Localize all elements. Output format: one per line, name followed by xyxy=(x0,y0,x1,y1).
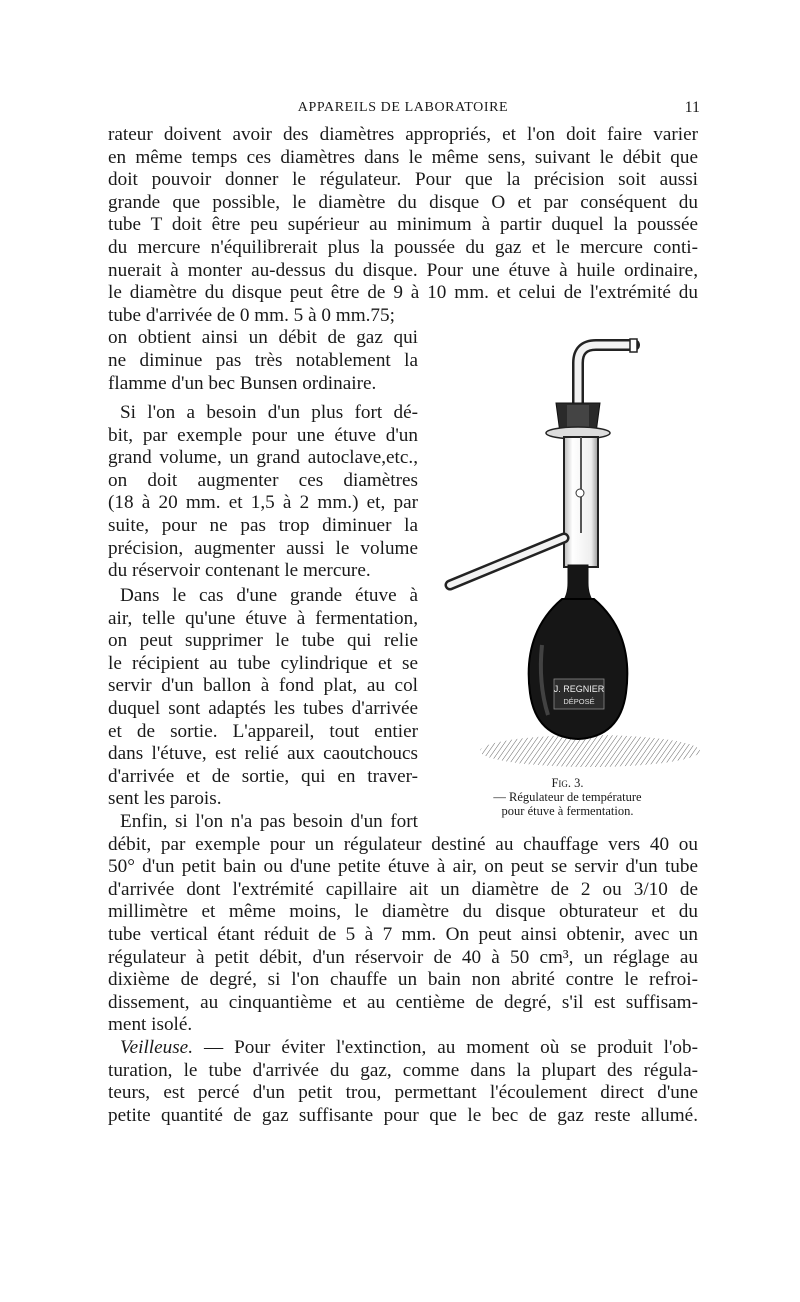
text-line xyxy=(108,1037,698,1060)
running-title: APPAREILS DE LABORATOIRE xyxy=(297,100,509,115)
text-line: dissement, au cinquantième et au centième de degré, s'il est suffisam- xyxy=(108,991,698,1013)
text-line: 50° d'un petit bain ou d'une petite étuve à air, on peut se servir d'un tube xyxy=(108,856,698,878)
text-line: du réservoir contenant le mercure. xyxy=(108,560,371,582)
text-line: tube T doit être peu supérieur au minimum à partir duquel la poussée xyxy=(108,214,698,236)
text-line: tube vertical étant réduit de 5 à 7 mm. On peut ainsi obtenir, avec un xyxy=(108,923,698,945)
text-line: régulateur à petit débit, d'un réservoir de 40 à 50 cm³, un réglage au xyxy=(108,946,698,968)
text-line: air, telle qu'une étuve à fermentation, xyxy=(108,607,418,629)
text-line: débit, par exemple pour un régulateur destiné au chauffage vers 40 ou xyxy=(108,833,698,855)
text-line: doit pouvoir donner le régulateur. Pour que la précision soit aussi xyxy=(108,169,698,191)
text-line: suite, pour ne pas trop diminuer la xyxy=(108,514,418,536)
text-line: Dans le cas d'une grande étuve à xyxy=(120,585,418,606)
regulator-flask-drawing xyxy=(430,333,710,773)
text-line: on obtient ainsi un débit de gaz qui xyxy=(108,327,418,349)
ground-shadow xyxy=(480,735,700,767)
running-header xyxy=(108,100,698,120)
text-line: d'arrivée et de sortie, qui en traver- xyxy=(108,765,418,787)
paragraph-5 xyxy=(108,1037,698,1127)
text-line: sent les parois. xyxy=(108,788,222,810)
text-line: turation, le tube d'arrivée du gaz, comme dans la plupart des régula- xyxy=(108,1059,698,1081)
text-line: Si l'on a besoin d'un plus fort dé- xyxy=(120,402,418,423)
text-line: rateur doivent avoir des diamètres appropriés, et l'on doit faire varier xyxy=(108,124,698,145)
label-line-2: DÉPOSÉ xyxy=(563,697,595,706)
text-line: d'arrivée dont l'extrémité capillaire ait un diamètre de 2 ou 3/10 de xyxy=(108,878,698,900)
text-line: dans l'étuve, est relié aux caoutchoucs xyxy=(108,743,418,765)
caption-fig-number: Fig. 3. xyxy=(551,776,584,790)
text-line: le récipient au tube cylindrique et se xyxy=(108,652,418,674)
text-line: on doit augmenter ces diamètres xyxy=(108,469,418,491)
text-line: grande que possible, le diamètre du disque O et par conséquent du xyxy=(108,191,698,213)
text-line: en même temps ces diamètres dans le même sens, suivant le débit que xyxy=(108,146,698,168)
text-line: dixième de degré, si l'on chauffe un bain non abrité contre le refroi- xyxy=(108,969,698,991)
text-line: du mercure n'équilibrerait plus la poussée du gaz et le mercure conti- xyxy=(108,236,698,258)
text-line: millimètre et même moins, le diamètre du disque obturateur et du xyxy=(108,901,698,923)
text-line: précision, augmenter aussi le volume xyxy=(108,537,418,559)
text-line: ment isolé. xyxy=(108,1014,193,1036)
text-line: duquel sont adaptés les tubes d'arrivée xyxy=(108,697,418,719)
text-line: on peut supprimer le tube qui relie xyxy=(108,630,418,652)
flask-neck xyxy=(562,565,594,603)
paragraph-4 xyxy=(108,811,698,1037)
text-line: grand volume, un grand autoclave,etc., xyxy=(108,447,418,469)
text-line: teurs, est percé d'un petit trou, permettant l'écoulement direct d'une xyxy=(108,1082,698,1104)
text-line: (18 à 20 mm. et 1,5 à 2 mm.) et, par xyxy=(108,492,418,514)
text-line: ne diminue pas très notablement la xyxy=(108,349,418,371)
paragraph-2 xyxy=(108,402,418,583)
text-line: et de sortie. L'appareil, tout entier xyxy=(108,720,418,742)
text-line: flamme d'un bec Bunsen ordinaire. xyxy=(108,372,377,394)
text-line: petite quantité de gaz suffisante pour que le bec de gaz reste allumé. xyxy=(108,1104,698,1126)
caption-line-1 xyxy=(425,776,710,804)
label-line-1: J. REGNIER xyxy=(553,684,605,694)
figure-caption xyxy=(425,776,710,818)
text-fragment: — Pour éviter l'extinction, au moment où se produit l'ob- xyxy=(193,1037,698,1058)
figure-illustration xyxy=(430,333,710,813)
page-number: 11 xyxy=(684,99,700,116)
section-lead-italic: Veilleuse. xyxy=(120,1037,193,1058)
caption-line-2: pour étuve à fermentation. xyxy=(501,804,634,818)
text-line: nuerait à monter au-dessus du disque. Pour une étuve à huile ordinaire, xyxy=(108,259,698,281)
text-line: bit, par exemple pour une étuve d'un xyxy=(108,424,418,446)
caption-text-1: — Régulateur de température xyxy=(493,790,642,804)
text-line: servir d'un ballon à fond plat, au col xyxy=(108,675,418,697)
text-line: Enfin, si l'on n'a pas besoin d'un fort xyxy=(120,811,418,832)
text-line: tube d'arrivée de 0 mm. 5 à 0 mm.75; xyxy=(108,304,395,326)
text-line: le diamètre du disque peut être de 9 à 10 mm. et celui de l'extrémité du xyxy=(108,282,698,304)
paragraph-3 xyxy=(108,585,418,811)
flask-body xyxy=(529,599,628,739)
